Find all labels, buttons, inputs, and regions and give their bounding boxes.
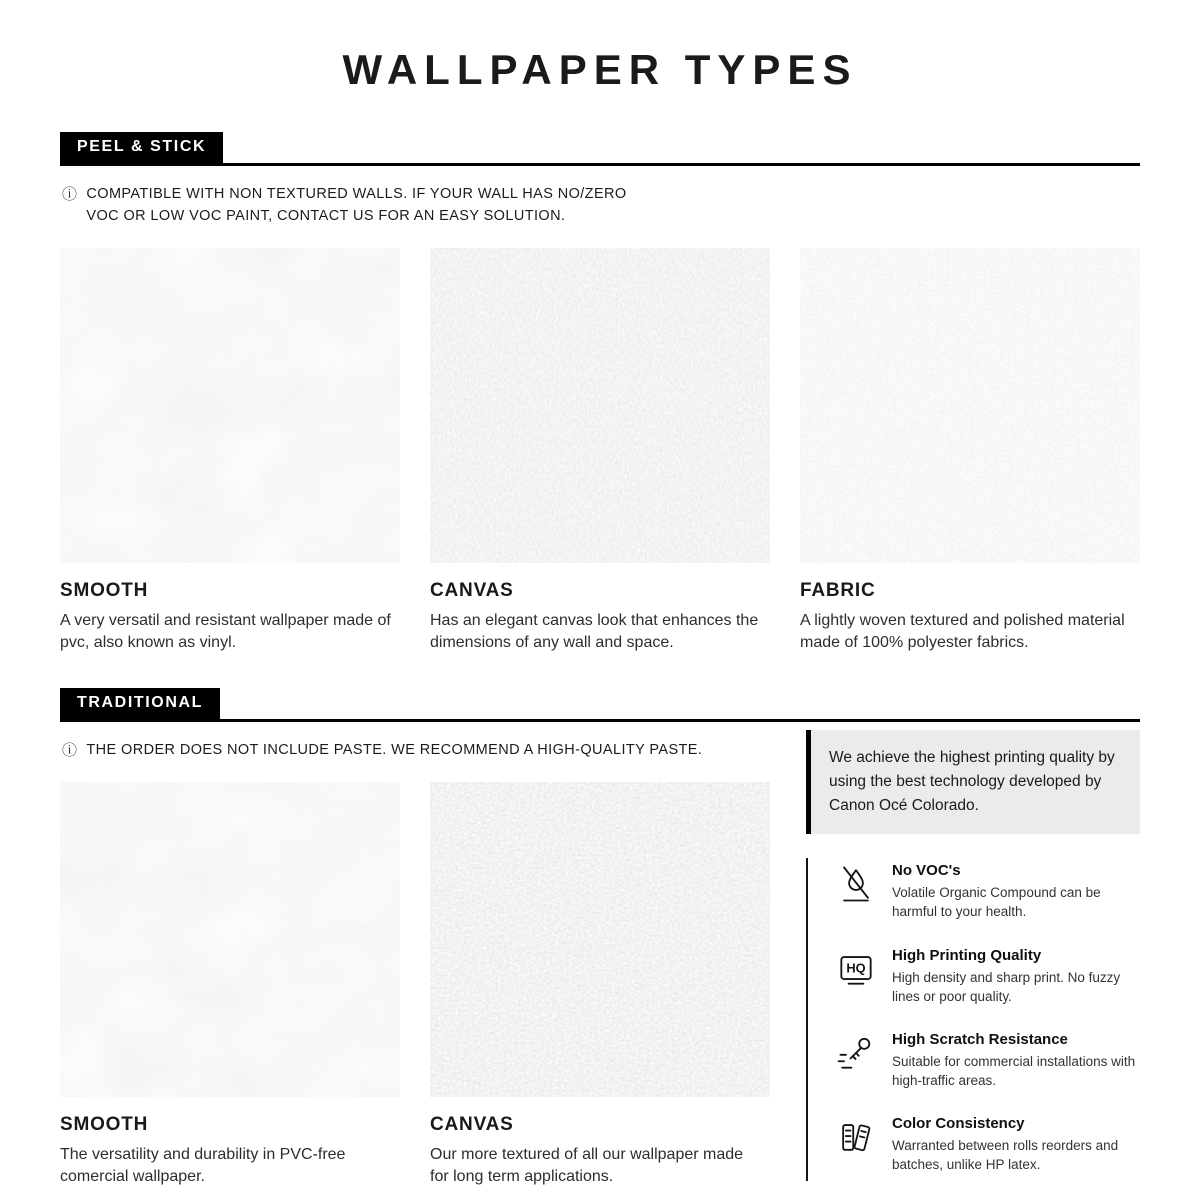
swatch-card [60,782,400,1189]
feature-title: Color Consistency [892,1115,1025,1133]
feature-description: Suitable for commercial installations with high-traffic areas. [892,1053,1136,1089]
peel-stick-note [62,184,1140,228]
color-consistency-icon [834,1115,878,1159]
peel-stick-section-label: PEEL & STICK [60,132,223,163]
info-icon: ⓘ [62,186,78,203]
traditional-body [60,722,1140,1189]
swatch-name: SMOOTH [60,1114,149,1136]
swatch-card [430,782,770,1189]
feature-title: No VOC's [892,862,961,880]
swatch-description: Has an elegant canvas look that enhances the dimensions of any wall and space. [430,611,759,651]
feature-title: High Scratch Resistance [892,1030,1068,1048]
feature-printing-quality [834,947,1140,1006]
traditional-section-label: TRADITIONAL [60,688,220,719]
swatch-description: Our more textured of all our wallpaper made for long term applications. [430,1146,744,1186]
peel-stick-swatch-row [60,248,1140,655]
swatch-card [430,248,770,655]
swatch-caption [430,1114,770,1189]
swatch-card [60,248,400,655]
feature-text [892,947,1140,1006]
svg-text:HQ: HQ [846,960,866,976]
section-traditional [60,688,1140,1189]
printing-quality-icon [834,947,878,991]
printing-quality-quote: We achieve the highest printing quality by using the best technology developed by Canon Océ Colorado. [806,730,1140,834]
traditional-swatch-row [60,782,770,1189]
info-icon: ⓘ [62,742,78,760]
swatch-card [800,248,1140,655]
peel-stick-note-text: COMPATIBLE WITH NON TEXTURED WALLS. IF YOUR WALL HAS NO/ZERO VOC OR LOW VOC PAINT, CONTACT US FOR AN EASY SOLUTION. [86,186,627,224]
feature-title: High Printing Quality [892,946,1042,964]
swatch-name: CANVAS [430,579,514,601]
swatch-name: FABRIC [800,579,876,601]
feature-scratch-resistance [834,1031,1140,1090]
swatch-caption [800,580,1140,655]
no-voc-icon [834,862,878,906]
swatch-description: A very versatil and resistant wallpaper made of pvc, also known as vinyl. [60,611,391,651]
swatch-name: CANVAS [430,1114,514,1136]
title-wrap [160,0,1040,94]
swatch-name: SMOOTH [60,579,149,601]
swatch-description: A lightly woven textured and polished material made of 100% polyester fabrics. [800,611,1125,651]
feature-list [806,858,1140,1180]
swatch-caption [430,580,770,655]
swatch-image-canvas [430,782,770,1097]
traditional-left-column [60,722,770,1189]
swatch-caption [60,580,400,655]
traditional-note [62,740,770,762]
feature-text [892,862,1140,921]
swatch-caption [60,1114,400,1189]
feature-text [892,1115,1140,1174]
feature-text [892,1031,1140,1090]
swatch-image-smooth [60,782,400,1097]
swatch-image-canvas [430,248,770,563]
feature-description: High density and sharp print. No fuzzy lines or poor quality. [892,969,1121,1004]
peel-stick-header-rule [60,132,1140,166]
traditional-note-text: THE ORDER DOES NOT INCLUDE PASTE. WE RECOMMEND A HIGH-QUALITY PASTE. [86,742,703,759]
feature-color-consistency [834,1115,1140,1174]
page-title: WALLPAPER TYPES [342,46,858,93]
scratch-resistance-icon [834,1031,878,1075]
swatch-image-fabric [800,248,1140,563]
section-peel-stick [60,132,1140,654]
feature-description: Warranted between rolls reorders and batches, unlike HP latex. [892,1138,1119,1173]
swatch-description: The versatility and durability in PVC-free comercial wallpaper. [60,1146,346,1186]
feature-no-voc [834,862,1140,921]
traditional-header-rule [60,688,1140,722]
swatch-image-smooth [60,248,400,563]
feature-description: Volatile Organic Compound can be harmful to your health. [892,885,1101,920]
quality-aside [806,722,1140,1180]
